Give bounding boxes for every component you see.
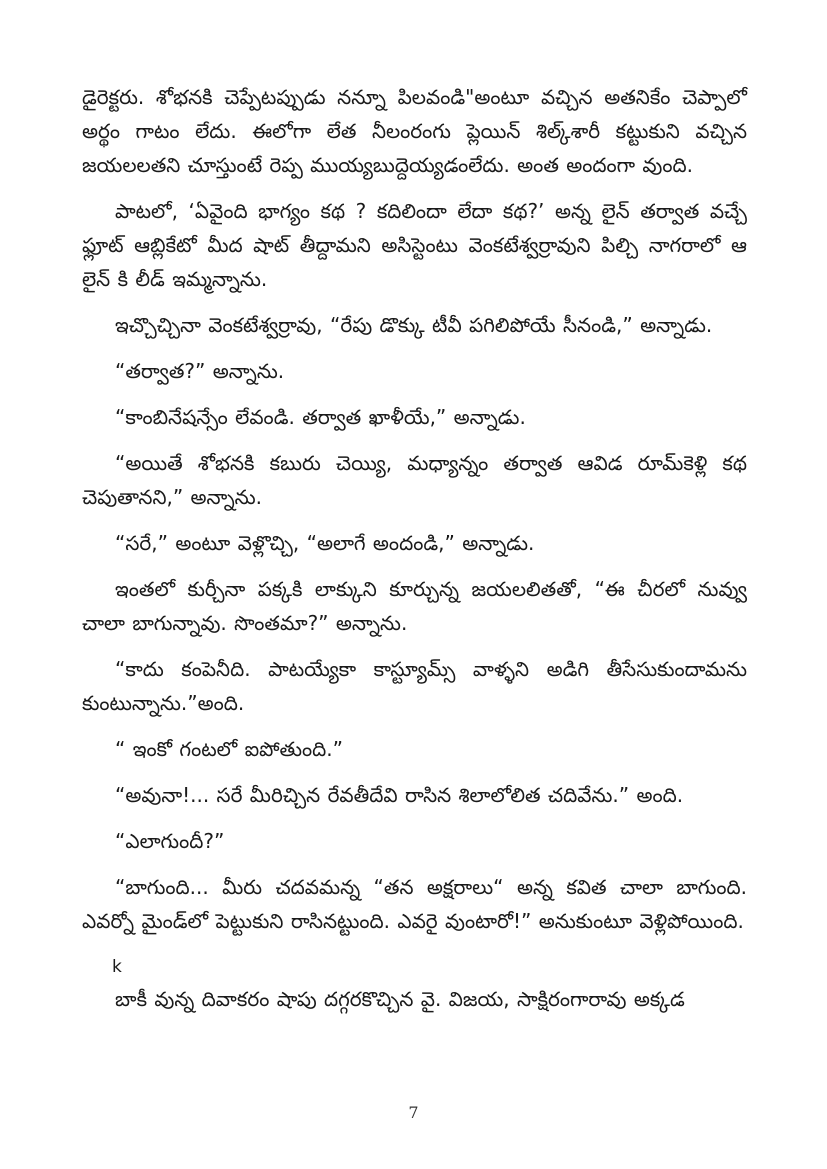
page-body	[82, 80, 747, 1016]
paragraph-11: “అవునా!... సరే మీరిచ్చిన రేవతీదేవి రాసిన శిలాలోలిత చదివేను.” అంది.	[115, 783, 684, 807]
page-number: 7	[408, 1103, 419, 1122]
paragraph-10: “ ఇంకో గంటలో ఐపోతుంది.”	[115, 737, 343, 761]
paragraph-9: “కాదు కంపెనీది. పాటయ్యేకా కాస్ట్యూమ్స్ వాళ్ళని అడిగి తీసేసుకుందామను కుంటున్నాను.”అంది.	[82, 657, 747, 715]
closing-paragraph: బాకీ వున్న దివాకరం షాపు దగ్గరకొచ్చిన వై. విజయ, సాక్షిరంగారావు అక్కడ	[115, 987, 685, 1011]
scene-break-marker: k	[112, 957, 122, 977]
paragraph-6: “అయితే శోభనకి కబురు చెయ్యి, మధ్యాన్నం తర్వాత ఆవిడ రూమ్‌కెళ్లి కథ చెపుతానని,” అన్నాను.	[82, 451, 747, 509]
paragraph-1: డైరెక్టరు. శోభనకి చెప్పేటప్పుడు నన్నూ పిలవండి"అంటూ వచ్చిన అతనికేం చెప్పాలో అర్థం గాటం లేదు. ఈలోగా లేత నీలంరంగు ప్లెయిన్ శిల్క్‌శారీ కట్టుకుని వచ్చిన జయలలతని చూస్తుంటే రెప్ప ముయ్యబుద్దెయ్యడంలేదు. అంత అందంగా వుంది.	[82, 85, 747, 177]
paragraph-5: “కాంబినేషన్సేం లేవండి. తర్వాత ఖాళీయే,” అన్నాడు.	[115, 405, 526, 429]
paragraph-8: ఇంతలో కుర్చీనా పక్కకి లాక్కుని కూర్చున్న జయలలితతో, “ఈ చీరలో నువ్వు చాలా బాగున్నావు. సొంతమా?” అన్నాను.	[82, 577, 747, 635]
paragraph-13: “బాగుంది... మీరు చదవమన్న “తన అక్షరాలు“ అన్న కవిత చాలా బాగుంది. ఎవర్నో మైండ్‌లో పెట్టుకుని రాసినట్టుంది. ఎవరై వుంటారో!” అనుకుంటూ వెళ్లిపోయింది.	[82, 875, 747, 933]
paragraph-4: “తర్వాత?” అన్నాను.	[115, 359, 285, 383]
paragraph-12: “ఎలాగుందీ?”	[115, 829, 225, 853]
paragraph-7: “సరే,” అంటూ వెళ్లొచ్చి, “అలాగే అందండి,” అన్నాడు.	[115, 531, 535, 555]
paragraph-3: ఇచ్చొచ్చినా వెంకటేశ్వర్రావు, “రేపు డొక్కు టీవీ పగిలిపోయే సీనండి,” అన్నాడు.	[115, 313, 713, 337]
paragraph-2: పాటలో, ‘ఏవైంది భాగ్యం కథ ? కదిలిందా లేదా కథ?’ అన్న లైన్ తర్వాత వచ్చే ఫ్లూట్ ఆబ్లికేటో మీద షాట్ తీద్దామని అసిస్టెంటు వెంకటేశ్వర్రావుని పిల్చి నాగరాలో ఆ లైన్ కి లీడ్ ఇమ్మన్నాను.	[82, 199, 747, 291]
